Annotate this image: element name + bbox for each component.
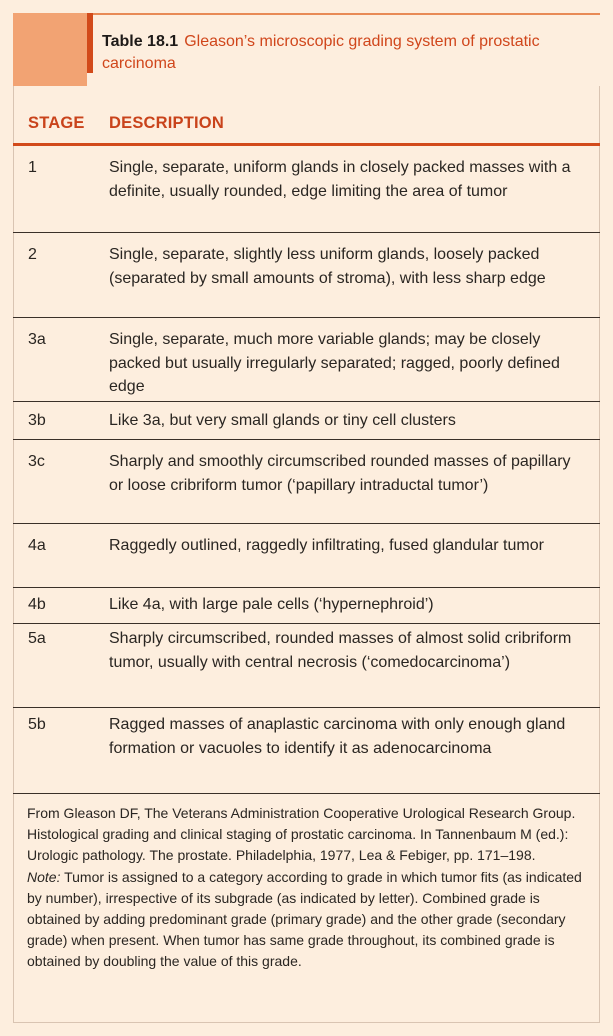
row-stage: 3c — [28, 453, 45, 470]
row-description: Raggedly outlined, raggedly infiltrating, fused glandular tumor — [109, 537, 544, 554]
row-description: Single, separate, much more variable glands; may be closely packed but usually irregularly separated; ragged, poorly defined edge — [109, 331, 560, 395]
accent-line — [93, 13, 600, 15]
column-header-description: DESCRIPTION — [109, 114, 224, 132]
note-text: Tumor is assigned to a category according to grade in which tumor fits (as indicated by number), irrespective of its subgrade (as indicated by letter). Combined grade is obtained by adding predominant grade (primary grade) and the other grade (secondary grade) when present. When tumor has same grade throughout, its combined grade is obtained by doubling the value of this grade. — [27, 868, 582, 970]
table-title — [102, 31, 582, 75]
row-stage: 4a — [28, 537, 46, 554]
table-row — [13, 440, 600, 524]
table-row — [13, 624, 600, 708]
table-header — [0, 0, 613, 87]
column-header-stage: STAGE — [28, 114, 85, 132]
accent-bar — [87, 13, 93, 73]
table-row — [13, 588, 600, 624]
row-description: Like 3a, but very small glands or tiny cell clusters — [109, 412, 456, 429]
table-row — [13, 233, 600, 318]
row-stage: 1 — [28, 159, 37, 176]
row-description: Single, separate, uniform glands in closely packed masses with a definite, usually rounded, edge limiting the area of tumor — [109, 159, 571, 200]
row-description: Sharply circumscribed, rounded masses of almost solid cribriform tumor, usually with central necrosis (‘comedocarcinoma’) — [109, 630, 572, 671]
accent-block — [13, 13, 87, 86]
table-title-text: Gleason’s microscopic grading system of prostatic carcinoma — [102, 33, 540, 72]
table-row — [13, 318, 600, 402]
row-description: Sharply and smoothly circumscribed rounded masses of papillary or loose cribriform tumor (‘papillary intraductal tumor’) — [109, 453, 571, 494]
row-stage: 5a — [28, 630, 46, 647]
row-stage: 2 — [28, 246, 37, 263]
row-description: Ragged masses of anaplastic carcinoma with only enough gland formation or vacuoles to identify it as adenocarcinoma — [109, 716, 566, 757]
row-stage: 3b — [28, 412, 46, 429]
table-row — [13, 146, 600, 233]
table-footnote — [27, 803, 592, 973]
table-row — [13, 402, 600, 440]
row-description: Single, separate, slightly less uniform glands, loosely packed (separated by small amounts of stroma), with less sharp edge — [109, 246, 546, 287]
row-stage: 5b — [28, 716, 46, 733]
row-stage: 3a — [28, 331, 46, 348]
table-row — [13, 524, 600, 588]
note-label: Note: — [27, 868, 61, 885]
source-citation: From Gleason DF, The Veterans Administration Cooperative Urological Research Group. Histological grading and clinical staging of prostatic carcinoma. In Tannenbaum M (ed.): Urologic pathology. The prostate. Philadelphia, 1977, Lea & Febiger, pp. 171–198. — [27, 805, 576, 864]
row-description: Like 4a, with large pale cells (‘hypernephroid’) — [109, 596, 434, 613]
note-paragraph — [27, 867, 592, 973]
table-row — [13, 708, 600, 794]
row-stage: 4b — [28, 596, 46, 613]
table-number: Table 18.1 — [102, 33, 179, 50]
